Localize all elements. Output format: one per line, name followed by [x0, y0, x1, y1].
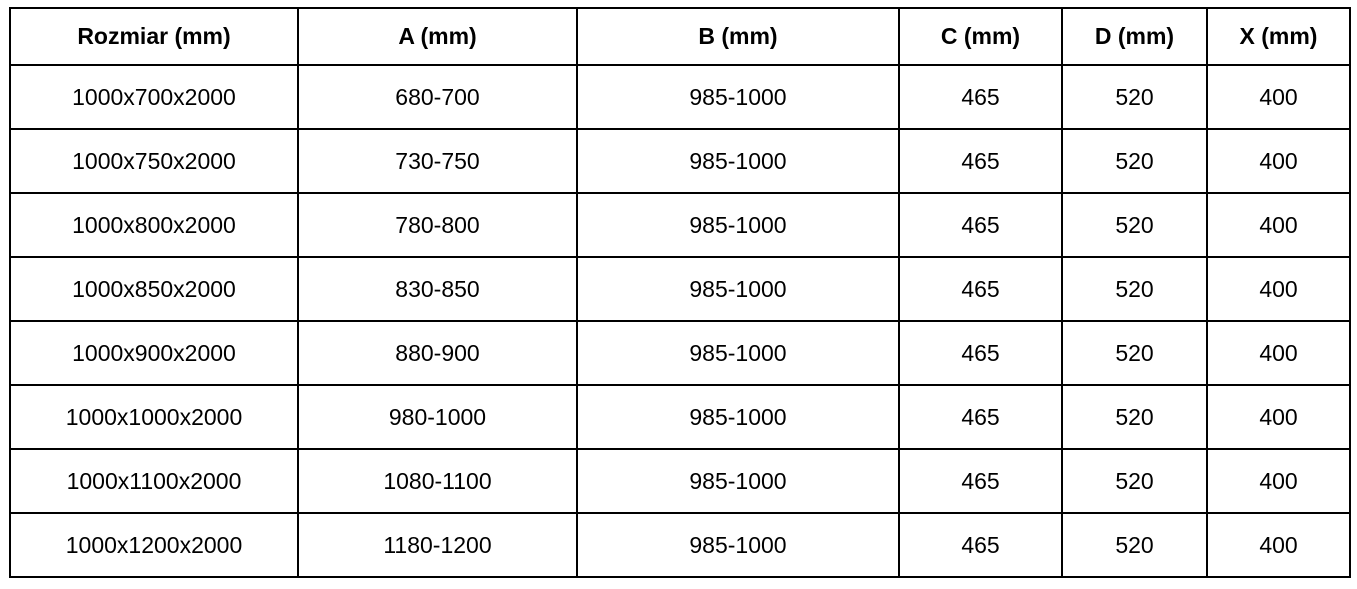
table-body	[10, 65, 1350, 577]
table-row	[10, 513, 1350, 577]
table-cell: 400	[1207, 321, 1350, 385]
table-cell: 400	[1207, 449, 1350, 513]
table-cell: 1080-1100	[298, 449, 577, 513]
table-cell: 830-850	[298, 257, 577, 321]
table-cell: 520	[1062, 129, 1207, 193]
table-cell: 985-1000	[577, 513, 899, 577]
table-cell: 1000x900x2000	[10, 321, 298, 385]
table-cell: 520	[1062, 65, 1207, 129]
table-cell: 465	[899, 129, 1062, 193]
table-cell: 985-1000	[577, 65, 899, 129]
table-cell: 520	[1062, 193, 1207, 257]
table-row	[10, 385, 1350, 449]
table-cell: 1000x800x2000	[10, 193, 298, 257]
column-header-1: A (mm)	[298, 8, 577, 65]
table-cell: 465	[899, 257, 1062, 321]
column-header-3: C (mm)	[899, 8, 1062, 65]
table-cell: 520	[1062, 385, 1207, 449]
table-row	[10, 449, 1350, 513]
table-cell: 985-1000	[577, 385, 899, 449]
table-cell: 400	[1207, 257, 1350, 321]
dimensions-table	[9, 7, 1351, 578]
table-cell: 400	[1207, 513, 1350, 577]
table-cell: 520	[1062, 321, 1207, 385]
table-row	[10, 65, 1350, 129]
table-cell: 1000x750x2000	[10, 129, 298, 193]
table-row	[10, 321, 1350, 385]
table-cell: 1000x1100x2000	[10, 449, 298, 513]
column-header-2: B (mm)	[577, 8, 899, 65]
table-cell: 520	[1062, 257, 1207, 321]
table-cell: 985-1000	[577, 257, 899, 321]
column-header-0: Rozmiar (mm)	[10, 8, 298, 65]
table-cell: 400	[1207, 65, 1350, 129]
column-header-5: X (mm)	[1207, 8, 1350, 65]
table-cell: 1180-1200	[298, 513, 577, 577]
table-cell: 780-800	[298, 193, 577, 257]
table-row	[10, 129, 1350, 193]
table-cell: 980-1000	[298, 385, 577, 449]
table-cell: 1000x850x2000	[10, 257, 298, 321]
table-row	[10, 257, 1350, 321]
table-cell: 1000x700x2000	[10, 65, 298, 129]
table-cell: 985-1000	[577, 129, 899, 193]
table-cell: 465	[899, 513, 1062, 577]
table-cell: 985-1000	[577, 321, 899, 385]
table-cell: 1000x1200x2000	[10, 513, 298, 577]
table-cell: 400	[1207, 193, 1350, 257]
table-cell: 400	[1207, 129, 1350, 193]
table-cell: 680-700	[298, 65, 577, 129]
table-cell: 985-1000	[577, 193, 899, 257]
table-cell: 1000x1000x2000	[10, 385, 298, 449]
table-cell: 520	[1062, 449, 1207, 513]
table-cell: 465	[899, 193, 1062, 257]
table-row	[10, 193, 1350, 257]
table-cell: 985-1000	[577, 449, 899, 513]
table-cell: 465	[899, 65, 1062, 129]
column-header-4: D (mm)	[1062, 8, 1207, 65]
table-cell: 465	[899, 385, 1062, 449]
table-cell: 880-900	[298, 321, 577, 385]
table-cell: 400	[1207, 385, 1350, 449]
table-header-row	[10, 8, 1350, 65]
table-cell: 730-750	[298, 129, 577, 193]
table-cell: 465	[899, 321, 1062, 385]
table-cell: 465	[899, 449, 1062, 513]
table-cell: 520	[1062, 513, 1207, 577]
